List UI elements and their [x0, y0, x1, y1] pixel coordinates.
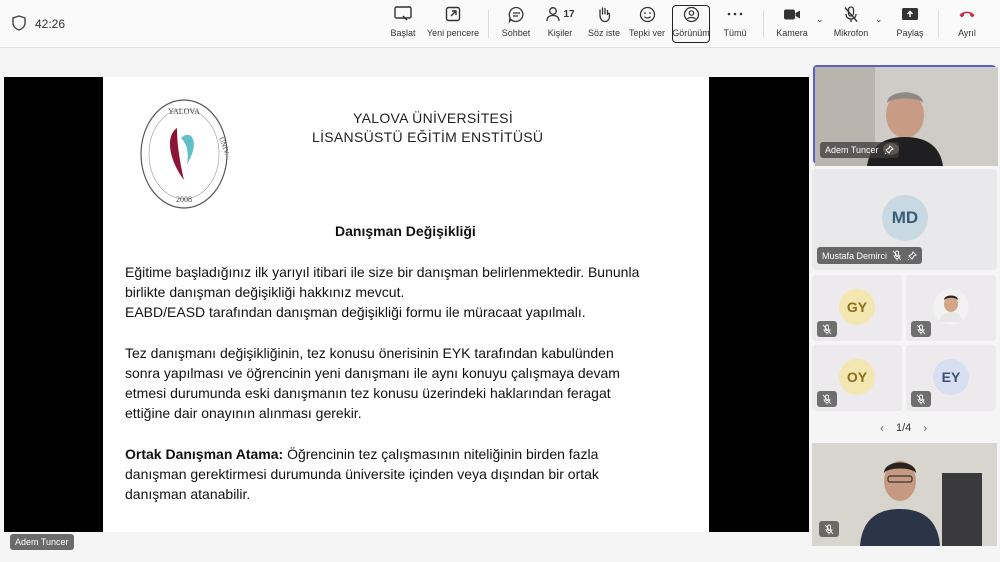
university-logo [139, 98, 229, 210]
participant-muted-badge [911, 391, 931, 407]
toolbar-divider [488, 10, 489, 38]
avatar: OY [839, 359, 875, 395]
presenter-name-badge: Adem Tuncer [10, 534, 74, 550]
participant-tile-ey[interactable] [906, 345, 996, 411]
avatar: EY [933, 359, 969, 395]
new-window-button[interactable]: Yeni pencere [426, 0, 480, 48]
participant-tile-oy[interactable] [812, 345, 902, 411]
meeting-timer: 42:26 [35, 17, 66, 31]
participant-video [812, 443, 997, 546]
pin-icon [907, 251, 917, 261]
pin-icon [884, 145, 894, 155]
mic-off-icon [916, 394, 926, 405]
share-icon [901, 7, 919, 21]
microphone-button[interactable]: Mikrofon [832, 0, 870, 48]
participant-tile-gy[interactable] [812, 275, 902, 341]
svg-text:ÜNİV.: ÜNİV. [217, 135, 231, 156]
chat-button[interactable]: Sohbet [500, 0, 532, 48]
participant-pager: ‹ 1/4 › [880, 421, 928, 435]
people-button[interactable]: 17 Kişiler [543, 0, 577, 48]
shield-icon [12, 15, 26, 31]
institution-name-line1: YALOVA ÜNİVERSİTESİ [353, 110, 514, 126]
raise-hand-button[interactable]: Söz iste [588, 0, 620, 48]
start-button[interactable]: Başlat [388, 0, 418, 48]
svg-text:YALOVA: YALOVA [168, 107, 200, 116]
participant-muted-badge [817, 321, 837, 337]
camera-button[interactable]: Kamera [774, 0, 810, 48]
emoji-icon [639, 6, 656, 23]
participant-tile-self[interactable] [813, 65, 996, 164]
share-button[interactable]: Paylaş [894, 0, 926, 48]
participant-muted-badge [911, 321, 931, 337]
slide-paragraph-3: Ortak Danışman Atama: Öğrencinin tez çalışmasının niteliğinin birden fazla danışman gerektirmesi durumunda üniversite içinden veya dışından bir ortak danışman atanabilir. [125, 446, 599, 502]
participant-muted-badge [817, 391, 837, 407]
leave-phone-icon [958, 9, 976, 19]
react-button[interactable]: Tepki ver [628, 0, 666, 48]
mic-off-icon [822, 394, 832, 405]
participants-panel [810, 48, 1000, 562]
mic-off-icon [916, 324, 926, 335]
slide-paragraph-1: Eğitime başladığınız ilk yarıyıl itibari ile size bir danışman belirlenmektedir. Bununla birlikte danışman değişikliği hakkınız mevcut. EABD/EASD tarafından danışman değişikliği formu ile müracaat yapılmalı. [125, 264, 640, 320]
participant-name-badge: Adem Tuncer [820, 142, 899, 158]
participant-tile-md[interactable] [812, 169, 997, 270]
presentation-slide [103, 77, 709, 532]
toolbar-divider [763, 10, 764, 38]
raise-hand-icon [596, 6, 612, 23]
mic-off-icon [843, 6, 859, 23]
avatar: MD [882, 195, 928, 241]
mic-off-icon [822, 324, 832, 335]
previous-page-chevron-icon[interactable]: ‹ [880, 421, 884, 435]
camera-icon [783, 8, 801, 21]
participant-tile-video[interactable] [812, 443, 997, 546]
participant-tile-photo[interactable] [906, 275, 996, 341]
new-window-icon [445, 6, 461, 22]
people-icon [545, 6, 561, 22]
mic-off-icon [892, 250, 902, 261]
avatar: GY [839, 289, 875, 325]
leave-button[interactable]: Ayrıl [952, 0, 982, 48]
slide-paragraph-2: Tez danışmanı değişikliğinin, tez konusu önerisinin EYK tarafından kabulünden sonra yapılması ve öğrencinin yeni danışmanı ile aynı konuyu çalışmaya devam etmesi durumunda eski danışmanın tez konusu üzerindeki haklarından feragat ettiğine dair onayının alınması gerekir. [125, 345, 620, 421]
meeting-toolbar [0, 0, 1000, 48]
svg-text:2008: 2008 [176, 195, 192, 204]
more-button[interactable]: Tümü [720, 0, 750, 48]
chat-icon [508, 6, 525, 23]
participant-name-badge: Mustafa Demirci [817, 247, 922, 264]
start-icon [394, 6, 412, 22]
avatar [933, 289, 969, 325]
slide-title: Danışman Değişikliği [335, 223, 476, 239]
camera-options-chevron-icon[interactable]: ⌄ [816, 14, 824, 24]
view-button[interactable]: Görünüm [672, 0, 710, 48]
microphone-options-chevron-icon[interactable]: ⌄ [875, 14, 883, 24]
view-icon [683, 6, 700, 23]
mic-off-icon [824, 524, 834, 535]
next-page-chevron-icon[interactable]: › [923, 421, 928, 435]
institution-name-line2: LİSANSÜSTÜ EĞİTİM ENSTİTÜSÜ [312, 129, 544, 145]
toolbar-divider [938, 10, 939, 38]
more-icon [727, 11, 743, 17]
participant-muted-badge [819, 521, 839, 537]
